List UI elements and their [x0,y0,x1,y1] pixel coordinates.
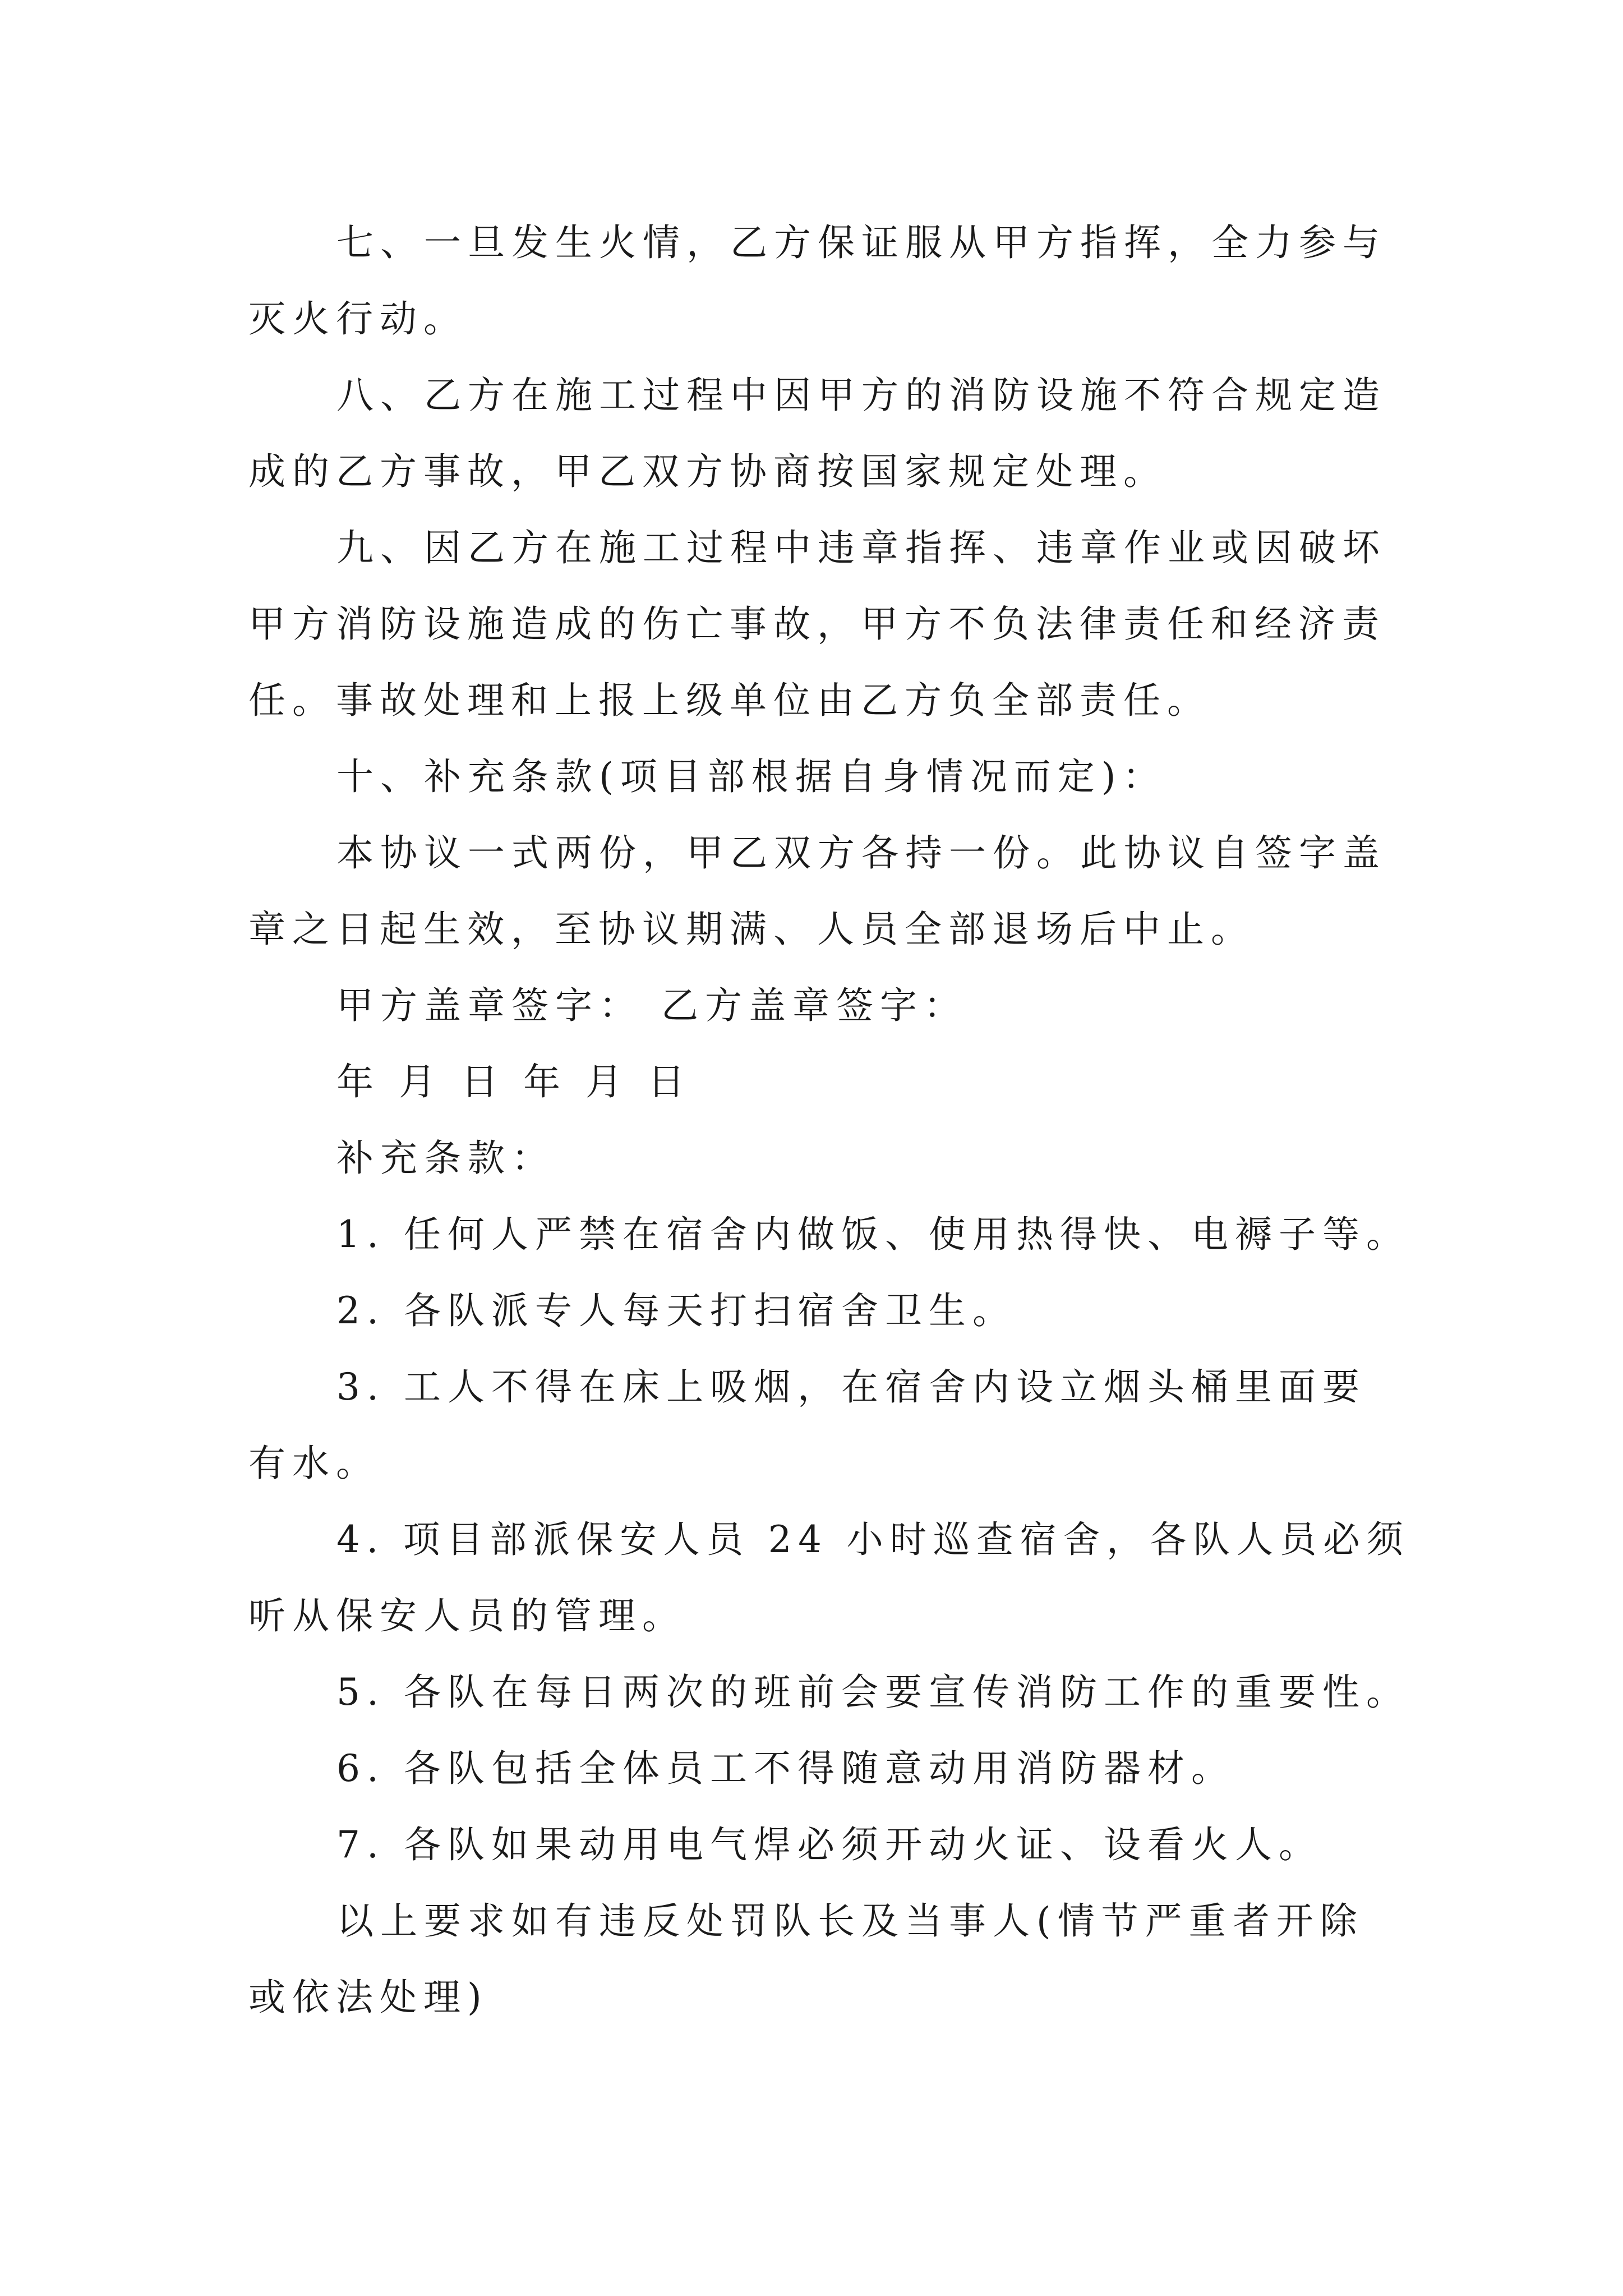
clause-7-line-1: 七、一旦发生火情，乙方保证服从甲方指挥，全力参与 [336,221,1386,264]
supplementary-item-4-line-2: 听从保安人员的管理。 [248,1594,686,1637]
supplementary-item-4-line-1: 4. 项目部派保安人员 24 小时巡查宿舍，各队人员必须 [336,1518,1410,1561]
penalty-note-line-1: 以上要求如有违反处罚队长及当事人(情节严重者开除 [336,1899,1364,1943]
supplementary-item-3-line-1: 3. 工人不得在床上吸烟，在宿舍内设立烟头桶里面要 [336,1365,1366,1409]
supplementary-item-1: 1. 任何人严禁在宿舍内做饭、使用热得快、电褥子等。 [336,1213,1410,1256]
supplementary-item-2: 2. 各队派专人每天打扫宿舍卫生。 [336,1289,1016,1332]
supplementary-item-5: 5. 各队在每日两次的班前会要宣传消防工作的重要性。 [336,1671,1410,1714]
supplementary-item-3-line-2: 有水。 [248,1442,380,1485]
clause-9-line-1: 九、因乙方在施工过程中违章指挥、违章作业或因破坏 [336,526,1386,569]
clause-8-line-2: 成的乙方事故，甲乙双方协商按国家规定处理。 [248,450,1167,493]
date-line: 年 月 日 年 月 日 [336,1060,691,1103]
clause-7-line-2: 灭火行动。 [248,297,467,341]
agreement-paragraph-line-2: 章之日起生效，至协议期满、人员全部退场后中止。 [248,908,1255,951]
clause-9-line-2: 甲方消防设施造成的伤亡事故，甲方不负法律责任和经济责 [248,602,1386,646]
clause-10-heading: 十、补充条款(项目部根据自身情况而定)： [336,755,1166,798]
supplementary-item-7: 7. 各队如果动用电气焊必须开动火证、设看火人。 [336,1823,1322,1866]
supplementary-item-6: 6. 各队包括全体员工不得随意动用消防器材。 [336,1747,1235,1790]
penalty-note-line-2: 或依法处理) [248,1976,488,2019]
clause-8-line-1: 八、乙方在施工过程中因甲方的消防设施不符合规定造 [336,374,1386,417]
supplementary-heading: 补充条款： [336,1137,555,1180]
clause-9-line-3: 任。事故处理和上报上级单位由乙方负全部责任。 [248,679,1211,722]
signature-line: 甲方盖章签字： 乙方盖章签字： [336,984,967,1027]
agreement-paragraph-line-1: 本协议一式两份，甲乙双方各持一份。此协议自签字盖 [336,831,1386,875]
